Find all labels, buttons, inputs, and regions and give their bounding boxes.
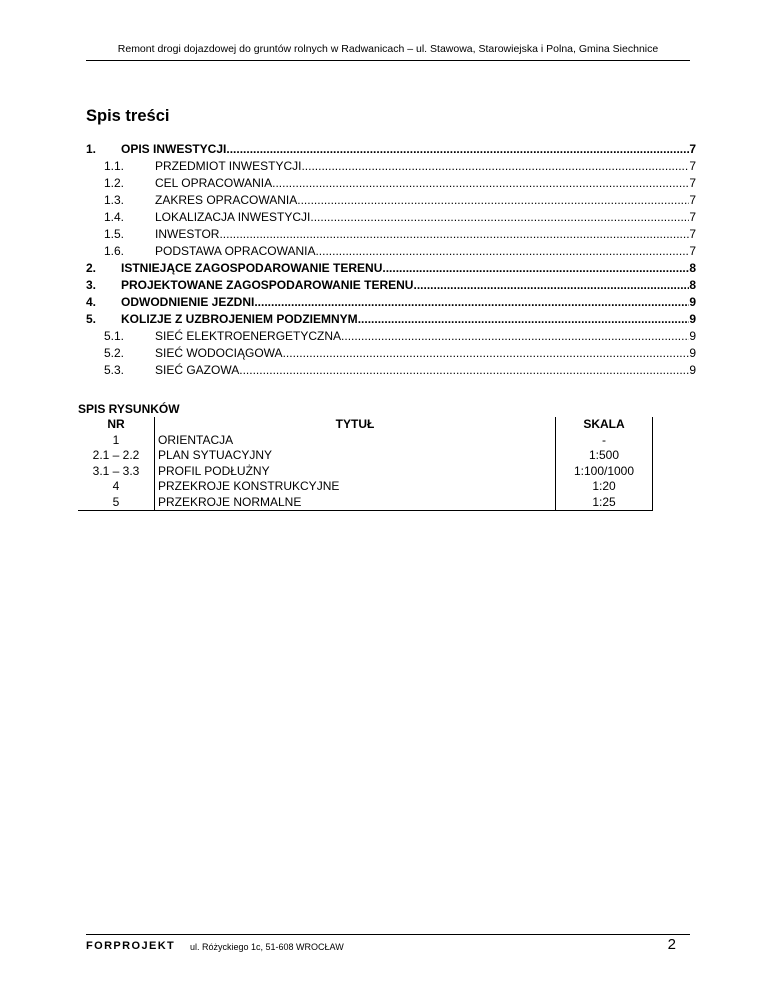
toc-dot-leader — [310, 209, 689, 226]
toc-entry-number: 1.5. — [104, 227, 125, 241]
toc-entry-number: 1.3. — [104, 193, 125, 207]
toc-dot-leader — [226, 141, 689, 158]
table-of-contents — [86, 141, 696, 379]
figures-table — [78, 417, 653, 511]
header-divider — [86, 60, 690, 61]
cell-nr: 1 — [78, 433, 155, 449]
toc-entry-number: 5.2. — [104, 346, 125, 360]
toc-entry-1-6[interactable] — [86, 243, 696, 260]
table-row — [78, 433, 653, 449]
toc-entry-page: 7 — [689, 159, 696, 173]
toc-entry-number: 1.2. — [104, 176, 125, 190]
toc-entry-number: 5.3. — [104, 363, 125, 377]
toc-entry-text: ZAKRES OPRACOWANIA — [155, 193, 298, 207]
column-header-title: TYTUŁ — [155, 417, 556, 433]
footer-divider — [86, 934, 690, 935]
toc-dot-leader — [283, 345, 690, 362]
cell-title: ORIENTACJA — [155, 433, 556, 449]
toc-entry-page: 9 — [689, 312, 696, 326]
cell-scale: 1:25 — [556, 495, 653, 511]
toc-entry-text: KOLIZJE Z UZBROJENIEM PODZIEMNYM — [121, 312, 358, 326]
cell-nr: 5 — [78, 495, 155, 511]
toc-title: Spis treści — [86, 107, 170, 125]
toc-entry-number: 1. — [86, 142, 97, 156]
toc-entry-text: OPIS INWESTYCJI — [121, 142, 227, 156]
toc-entry-text: PODSTAWA OPRACOWANIA — [155, 244, 316, 258]
toc-entry-page: 7 — [689, 244, 696, 258]
toc-entry-text: ODWODNIENIE JEZDNI — [121, 295, 255, 309]
running-header: Remont drogi dojazdowej do gruntów rolnych w Radwanicach – ul. Stawowa, Starowiejska i Polna, Gmina Siechnice — [117, 43, 659, 55]
toc-entry-number: 1.6. — [104, 244, 125, 258]
toc-entry-page: 7 — [689, 142, 696, 156]
cell-title: PROFIL PODŁUŻNY — [155, 464, 556, 480]
toc-entry-2[interactable] — [86, 260, 696, 277]
toc-entry-number: 1.1. — [104, 159, 125, 173]
company-address: ul. Różyckiego 1c, 51-608 WROCŁAW — [190, 942, 344, 952]
toc-entry-1-2[interactable] — [86, 175, 696, 192]
toc-dot-leader — [301, 158, 689, 175]
table-row — [78, 495, 653, 511]
toc-entry-number: 1.4. — [104, 210, 125, 224]
toc-entry-text: PRZEDMIOT INWESTYCJI — [155, 159, 302, 173]
toc-entry-4[interactable] — [86, 294, 696, 311]
toc-dot-leader — [254, 294, 689, 311]
figures-list-title: SPIS RYSUNKÓW — [78, 402, 180, 416]
toc-entry-text: SIEĆ GAZOWA — [155, 363, 240, 377]
toc-dot-leader — [219, 226, 689, 243]
table-row — [78, 448, 653, 464]
toc-entry-text: INWESTOR — [155, 227, 220, 241]
toc-entry-number: 4. — [86, 295, 97, 309]
toc-dot-leader — [413, 277, 689, 294]
table-row — [78, 479, 653, 495]
toc-entry-1[interactable] — [86, 141, 696, 158]
column-header-scale: SKALA — [556, 417, 653, 433]
cell-title: PLAN SYTUACYJNY — [155, 448, 556, 464]
cell-scale: 1:100/1000 — [556, 464, 653, 480]
toc-entry-text: PROJEKTOWANE ZAGOSPODAROWANIE TERENU — [121, 278, 414, 292]
toc-entry-page: 7 — [689, 193, 696, 207]
toc-entry-5-3[interactable] — [86, 362, 696, 379]
toc-dot-leader — [358, 311, 690, 328]
toc-entry-number: 2. — [86, 261, 97, 275]
table-header-row — [78, 417, 653, 433]
toc-entry-page: 9 — [689, 295, 696, 309]
cell-title: PRZEKROJE NORMALNE — [155, 495, 556, 511]
toc-entry-number: 5.1. — [104, 329, 125, 343]
cell-nr: 3.1 – 3.3 — [78, 464, 155, 480]
page-footer — [86, 936, 690, 959]
toc-dot-leader — [315, 243, 689, 260]
toc-entry-5-1[interactable] — [86, 328, 696, 345]
toc-dot-leader — [297, 192, 689, 209]
toc-dot-leader — [239, 362, 689, 379]
cell-scale: - — [556, 433, 653, 449]
toc-dot-leader — [272, 175, 689, 192]
toc-dot-leader — [341, 328, 689, 345]
toc-entry-text: LOKALIZACJA INWESTYCJI — [155, 210, 311, 224]
cell-scale: 1:500 — [556, 448, 653, 464]
page-number: 2 — [667, 936, 676, 953]
toc-entry-text: SIEĆ ELEKTROENERGETYCZNA — [155, 329, 342, 343]
toc-entry-5-2[interactable] — [86, 345, 696, 362]
toc-entry-page: 8 — [689, 278, 696, 292]
toc-entry-1-4[interactable] — [86, 209, 696, 226]
column-header-nr: NR — [78, 417, 155, 433]
company-logo: FORPROJEKT — [86, 940, 176, 952]
toc-entry-5[interactable] — [86, 311, 696, 328]
toc-entry-text: CEL OPRACOWANIA — [155, 176, 273, 190]
toc-entry-page: 9 — [689, 346, 696, 360]
toc-entry-page: 7 — [689, 227, 696, 241]
toc-entry-number: 3. — [86, 278, 97, 292]
cell-nr: 2.1 – 2.2 — [78, 448, 155, 464]
toc-entry-page: 9 — [689, 329, 696, 343]
toc-dot-leader — [382, 260, 689, 277]
cell-scale: 1:20 — [556, 479, 653, 495]
toc-entry-text: SIEĆ WODOCIĄGOWA — [155, 346, 283, 360]
toc-entry-page: 7 — [689, 176, 696, 190]
toc-entry-page: 7 — [689, 210, 696, 224]
toc-entry-1-3[interactable] — [86, 192, 696, 209]
toc-entry-1-1[interactable] — [86, 158, 696, 175]
toc-entry-number: 5. — [86, 312, 97, 326]
table-row — [78, 464, 653, 480]
toc-entry-3[interactable] — [86, 277, 696, 294]
toc-entry-page: 9 — [689, 363, 696, 377]
cell-title: PRZEKROJE KONSTRUKCYJNE — [155, 479, 556, 495]
toc-entry-text: ISTNIEJĄCE ZAGOSPODAROWANIE TERENU — [121, 261, 383, 275]
toc-entry-page: 8 — [689, 261, 696, 275]
toc-entry-1-5[interactable] — [86, 226, 696, 243]
cell-nr: 4 — [78, 479, 155, 495]
